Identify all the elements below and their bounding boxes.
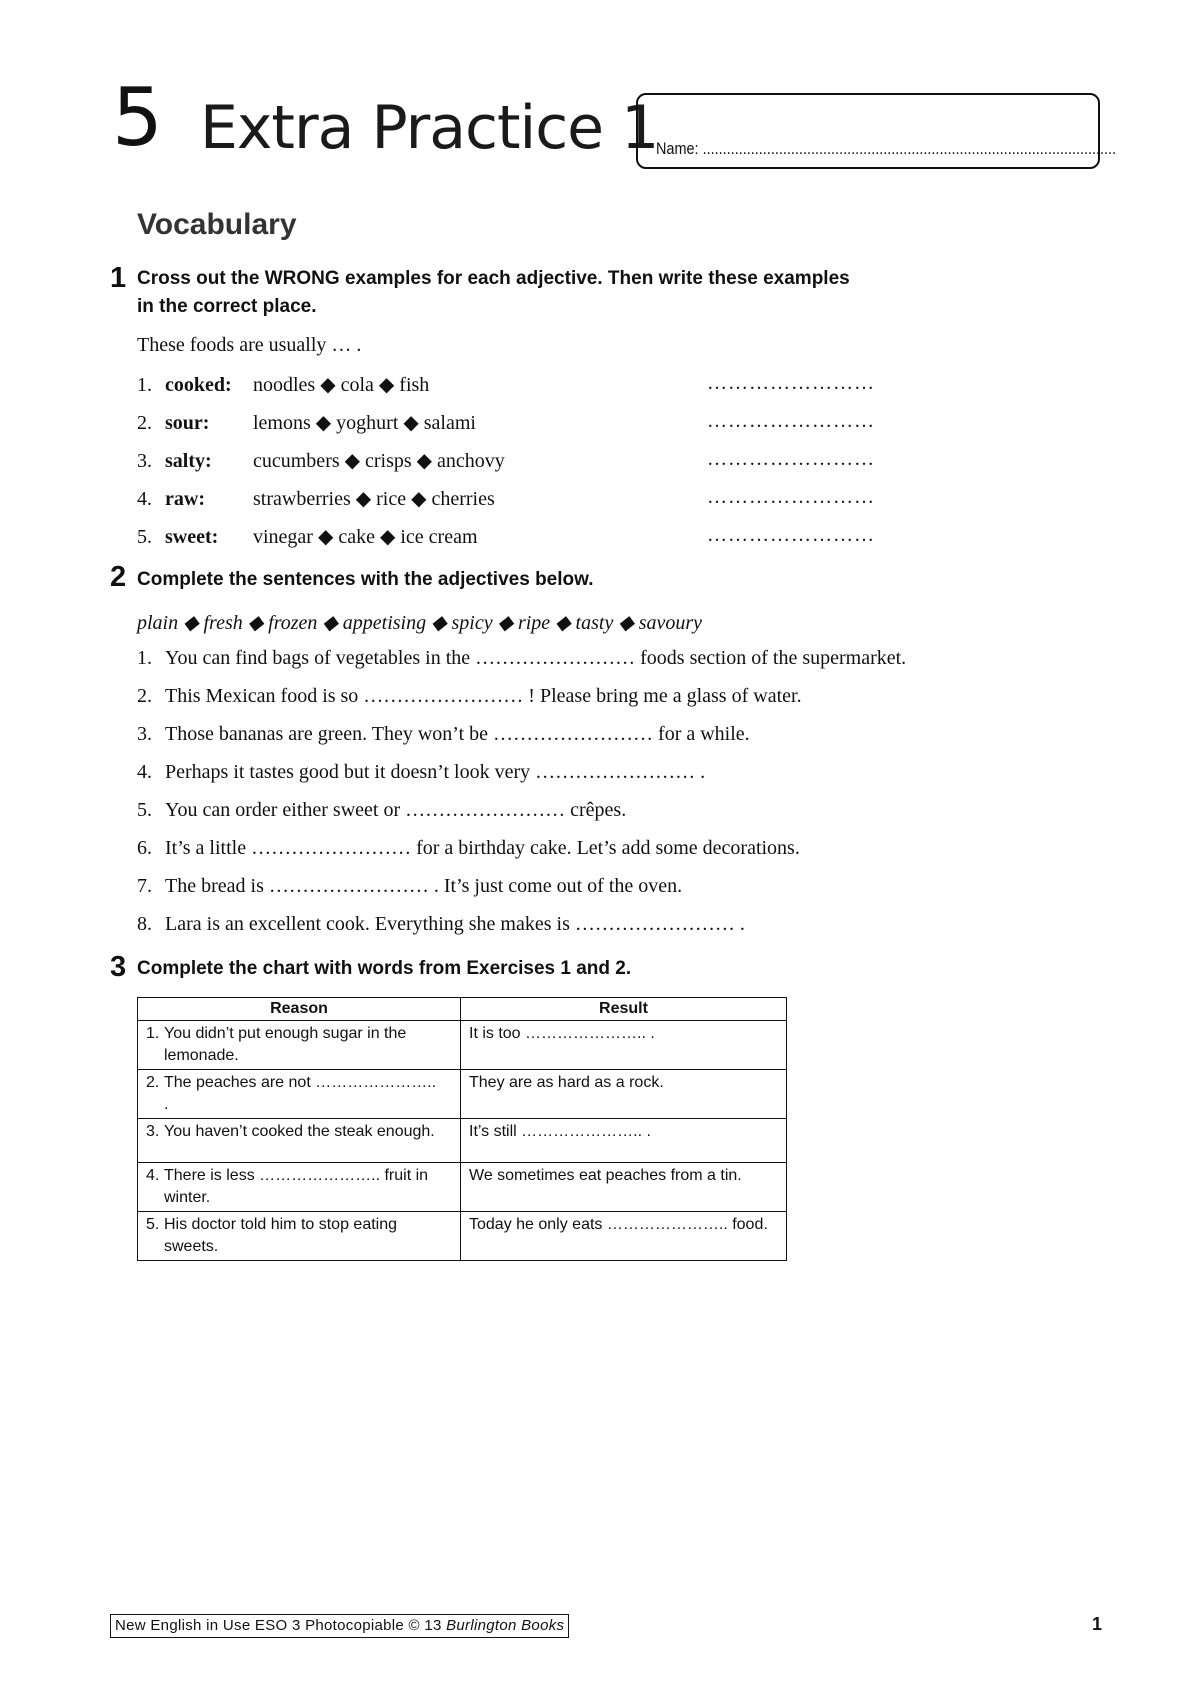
sentence-text: You can find bags of vegetables in the …………………… foods section of the supermarket.: [165, 647, 907, 669]
item-examples: strawberries ◆ rice ◆ cherries: [253, 488, 495, 510]
reason-text: The peaches are not ………………….. .: [164, 1074, 437, 1113]
sentence-number: 7.: [137, 875, 152, 897]
row-number: 2.: [146, 1074, 160, 1091]
reason-text: You didn’t put enough sugar in the lemonade.: [164, 1025, 407, 1064]
exercise-1-item: [137, 448, 1037, 473]
result-cell[interactable]: It is too ………………….. .: [461, 1021, 787, 1070]
exercise-1-item: [137, 524, 1037, 549]
exercise-2-sentence: [137, 761, 705, 784]
sentence-text: The bread is …………………… . It’s just come out of the oven.: [165, 875, 683, 897]
sentence-number: 4.: [137, 761, 152, 783]
column-header-reason: Reason: [138, 998, 461, 1021]
page-title: Extra Practice 1: [200, 93, 659, 163]
item-examples: cucumbers ◆ crisps ◆ anchovy: [253, 450, 505, 472]
reason-cell: [138, 1212, 461, 1261]
exercise-1-item: [137, 372, 1037, 397]
result-cell[interactable]: It’s still ………………….. .: [461, 1119, 787, 1163]
exercise-2-sentence: [137, 875, 682, 898]
sentence-text: Those bananas are green. They won’t be …………………… for a while.: [165, 723, 750, 745]
sentence-text: This Mexican food is so …………………… ! Please bring me a glass of water.: [165, 685, 802, 707]
sentence-number: 1.: [137, 647, 152, 669]
item-adjective: sweet:: [165, 526, 219, 548]
answer-blank[interactable]: ……………………: [707, 410, 875, 432]
exercise-2-sentence: [137, 799, 626, 822]
reason-cell: [138, 1021, 461, 1070]
exercise-2-sentence: [137, 913, 745, 936]
exercise-3-number: 3: [110, 951, 127, 983]
sentence-number: 6.: [137, 837, 152, 859]
item-adjective: cooked:: [165, 374, 232, 396]
page-number: 1: [1092, 1614, 1103, 1634]
reason-result-chart: [137, 997, 787, 1261]
exercise-2-sentence: [137, 837, 800, 860]
exercise-1-item: [137, 410, 1037, 435]
result-cell: We sometimes eat peaches from a tin.: [461, 1163, 787, 1212]
item-number: 3.: [137, 450, 152, 472]
table-row: [138, 1070, 787, 1119]
answer-blank[interactable]: ……………………: [707, 448, 875, 470]
footer-publisher: Burlington Books: [446, 1617, 565, 1634]
sentence-text: You can order either sweet or …………………… crêpes.: [165, 799, 627, 821]
answer-blank[interactable]: ……………………: [707, 372, 875, 394]
reason-cell[interactable]: [138, 1163, 461, 1212]
column-header-result: Result: [461, 998, 787, 1021]
row-number: 3.: [146, 1123, 160, 1140]
row-number: 5.: [146, 1216, 160, 1233]
item-examples: vinegar ◆ cake ◆ ice cream: [253, 526, 478, 548]
word-bank: plain ◆ fresh ◆ frozen ◆ appetising ◆ spicy ◆ ripe ◆ tasty ◆ savoury: [137, 612, 703, 634]
sentence-number: 3.: [137, 723, 152, 745]
table-row: [138, 1163, 787, 1212]
exercise-2-number: 2: [110, 561, 127, 593]
row-number: 4.: [146, 1167, 160, 1184]
item-examples: noodles ◆ cola ◆ fish: [253, 374, 430, 396]
exercise-1-number: 1: [110, 262, 127, 294]
exercise-1-item: [137, 486, 1037, 511]
exercise-2-sentence: [137, 685, 802, 708]
footer-text: New English in Use ESO 3 Photocopiable © 13: [115, 1617, 442, 1634]
table-row: [138, 1212, 787, 1261]
exercise-2-instruction: Complete the sentences with the adjectives below.: [137, 569, 594, 590]
sentence-text: Perhaps it tastes good but it doesn’t look very …………………… .: [165, 761, 706, 783]
answer-blank[interactable]: ……………………: [707, 486, 875, 508]
item-adjective: salty:: [165, 450, 212, 472]
item-number: 4.: [137, 488, 152, 510]
reason-text: You haven’t cooked the steak enough.: [164, 1123, 435, 1140]
name-field-label: Name: .......................................................................................................: [656, 139, 1117, 158]
exercise-2-sentence: [137, 723, 750, 746]
section-title: Vocabulary: [137, 208, 297, 241]
reason-text: There is less ………………….. fruit in winter.: [164, 1167, 429, 1206]
footer-credit: [110, 1614, 569, 1638]
item-number: 1.: [137, 374, 152, 396]
result-cell: They are as hard as a rock.: [461, 1070, 787, 1119]
item-adjective: sour:: [165, 412, 210, 434]
exercise-2-sentence: [137, 647, 906, 670]
sentence-number: 8.: [137, 913, 152, 935]
item-examples: lemons ◆ yoghurt ◆ salami: [253, 412, 476, 434]
reason-text: His doctor told him to stop eating sweets.: [164, 1216, 398, 1255]
exercise-1-instruction-line2: in the correct place.: [137, 296, 317, 317]
result-cell[interactable]: Today he only eats ………………….. food.: [461, 1212, 787, 1261]
table-row: [138, 1119, 787, 1163]
reason-cell: [138, 1119, 461, 1163]
item-number: 5.: [137, 526, 152, 548]
reason-cell[interactable]: [138, 1070, 461, 1119]
exercise-3-instruction: Complete the chart with words from Exercises 1 and 2.: [137, 958, 632, 979]
exercise-1-instruction-line1: Cross out the WRONG examples for each adjective. Then write these examples: [137, 268, 850, 289]
chart-header-row: [138, 998, 787, 1021]
unit-number: 5: [112, 71, 161, 164]
exercise-1-intro: These foods are usually … .: [137, 334, 362, 356]
sentence-number: 5.: [137, 799, 152, 821]
row-number: 1.: [146, 1025, 160, 1042]
item-adjective: raw:: [165, 488, 205, 510]
sentence-text: Lara is an excellent cook. Everything she makes is …………………… .: [165, 913, 745, 935]
item-number: 2.: [137, 412, 152, 434]
sentence-text: It’s a little …………………… for a birthday cake. Let’s add some decorations.: [165, 837, 800, 859]
sentence-number: 2.: [137, 685, 152, 707]
answer-blank[interactable]: ……………………: [707, 524, 875, 546]
table-row: [138, 1021, 787, 1070]
